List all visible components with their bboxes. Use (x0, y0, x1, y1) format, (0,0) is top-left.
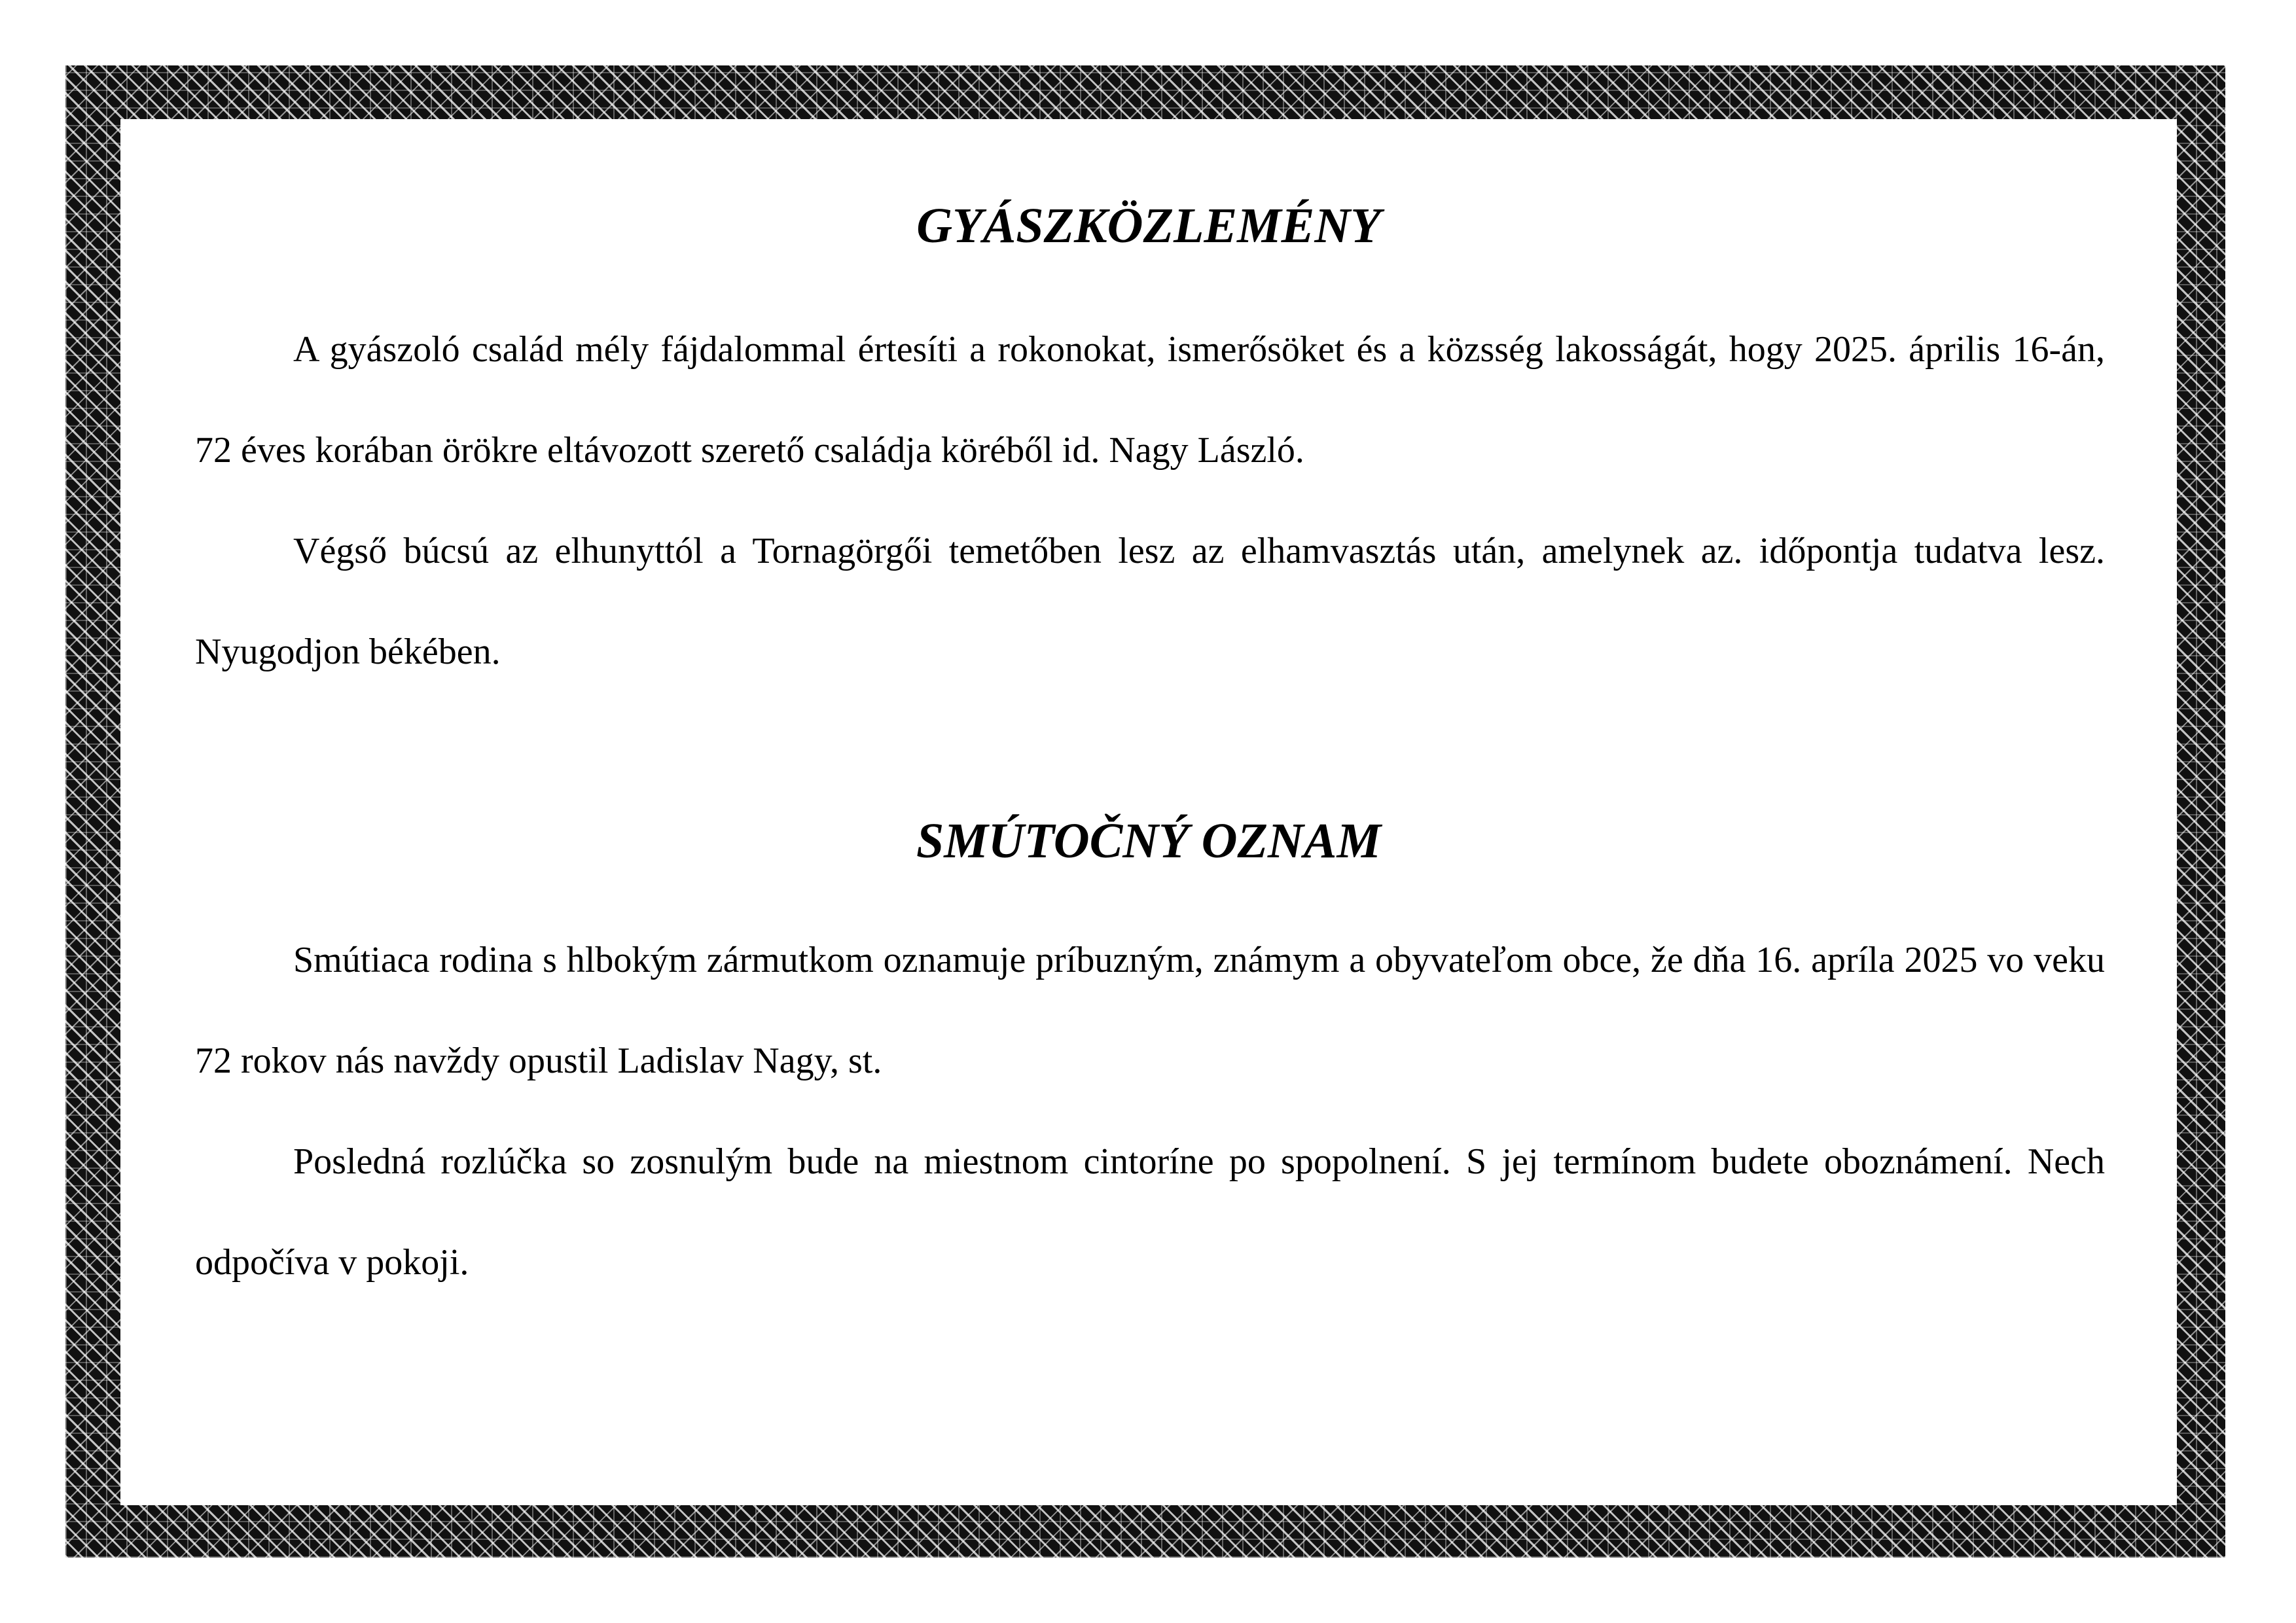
slovak-notice-paragraph-2: Posledná rozlúčka so zosnulým bude na miestnom cintoríne po spopolnení. S jej termínom budete oboznámení. Nech odpočíva v pokoji. (195, 1141, 2105, 1283)
hungarian-notice-paragraph-2: Végső búcsú az elhunyttól a Tornagörgői temetőben lesz az elhamvasztás után, amelynek az. időpontja tudatva lesz. Nyugodjon békében. (195, 531, 2105, 672)
slovak-notice-title: SMÚTOČNÝ OZNAM (916, 813, 1382, 868)
notice-sheet (120, 119, 2177, 1505)
hungarian-notice-title: GYÁSZKÖZLEMÉNY (916, 198, 1381, 253)
hungarian-notice-paragraph-1: A gyászoló család mély fájdalommal értesíti a rokonokat, ismerősöket és a közsség lakosságát, hogy 2025. április 16-án, 72 éves korában örökre eltávozott szerető családja köréből id. Nagy László. (195, 329, 2105, 471)
slovak-notice-paragraph-1: Smútiaca rodina s hlbokým zármutkom oznamuje príbuzným, známym a obyvateľom obce, že dňa 16. apríla 2025 vo veku 72 rokov nás navždy opustil Ladislav Nagy, st. (195, 940, 2105, 1081)
